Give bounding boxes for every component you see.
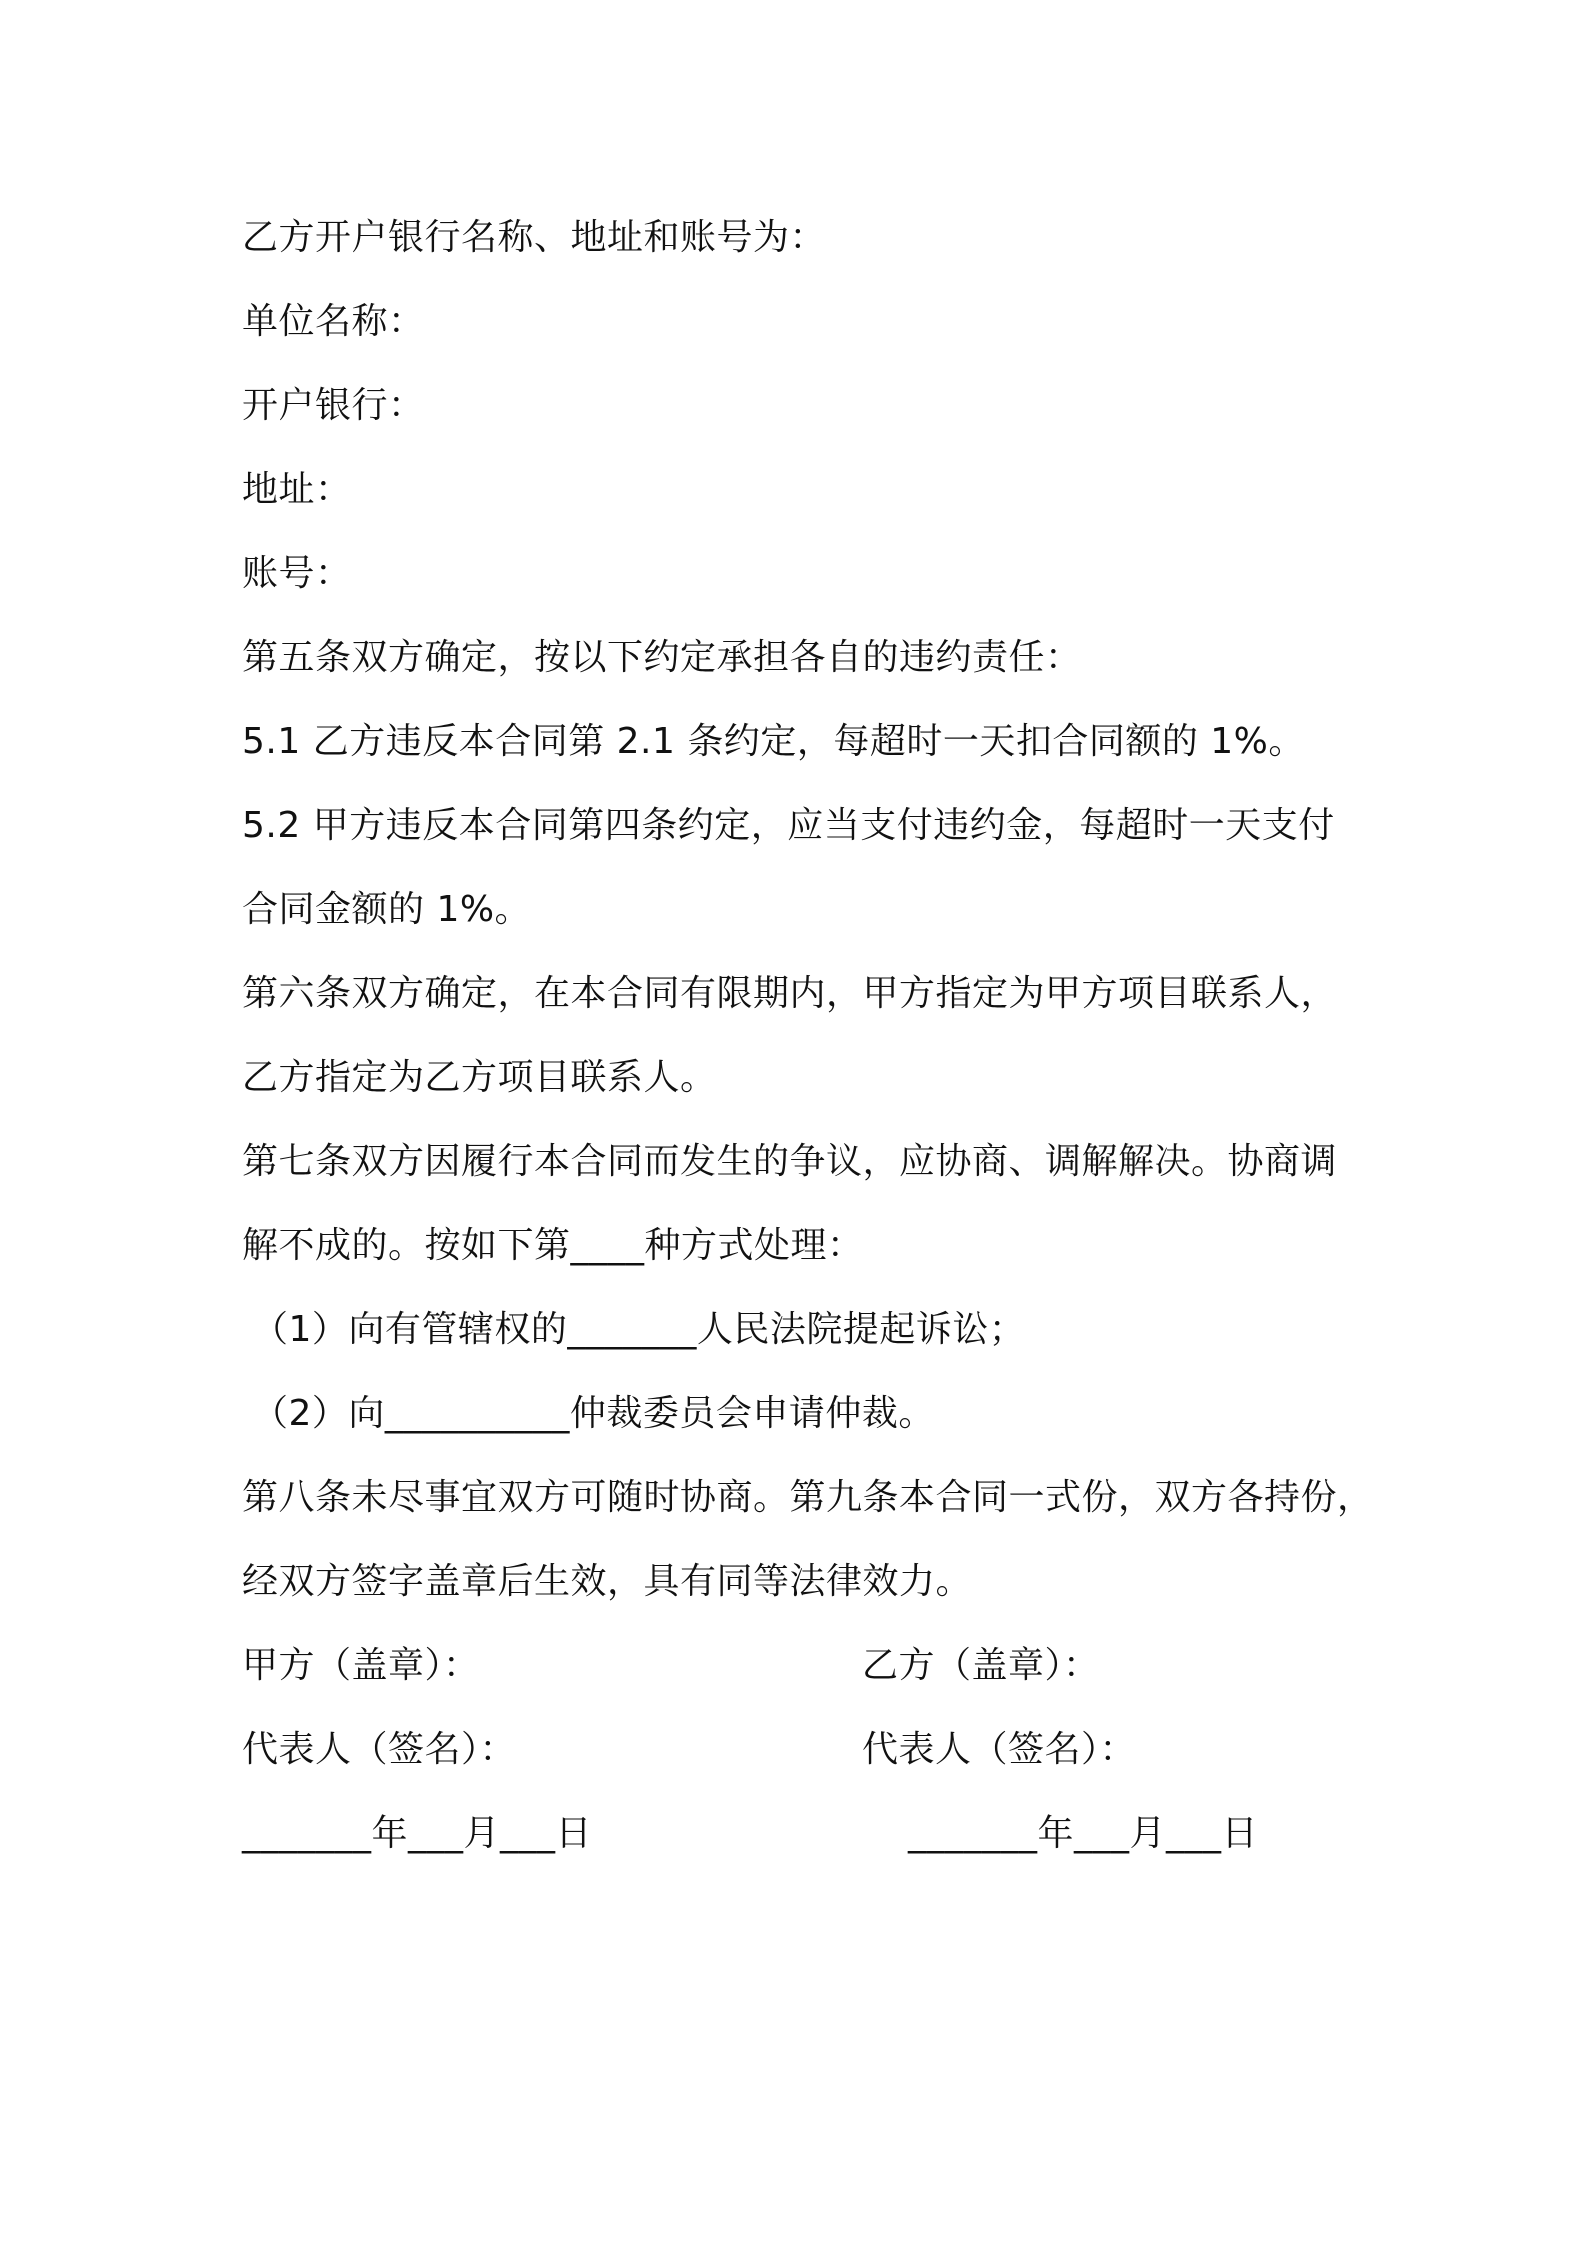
article-5: 第五条双方确定，按以下约定承担各自的违约责任： [242,637,1082,678]
party-a-date: _______年___月___日 [242,1813,593,1854]
address-field: 地址： [242,469,352,510]
article-6-line2: 乙方指定为乙方项目联系人。 [242,1057,717,1098]
clause-5-2-line1: 5.2 甲方违反本合同第四条约定，应当支付违约金，每超时一天支付 [242,805,1335,846]
account-field: 账号： [242,553,352,594]
party-b-seal: 乙方（盖章）： [862,1645,1100,1686]
representative-row [242,1708,1362,1792]
article-8-line1: 第八条未尽事宜双方可随时协商。第九条本合同一式份，双方各持份， [242,1477,1374,1518]
party-a-seal: 甲方（盖章）： [242,1645,480,1686]
article-6-line1: 第六条双方确定，在本合同有限期内，甲方指定为甲方项目联系人， [242,973,1338,1014]
contract-body [242,196,1374,1876]
article-8-line2: 经双方签字盖章后生效，具有同等法律效力。 [242,1561,973,1602]
party-b-date: _______年___月___日 [908,1813,1259,1854]
party-a-representative: 代表人（签名）： [242,1729,517,1770]
clause-5-1: 5.1 乙方违反本合同第 2.1 条约定，每超时一天扣合同额的 1%。 [242,721,1305,762]
bank-info-title: 乙方开户银行名称、地址和账号为： [242,217,827,258]
bank-field: 开户银行： [242,385,425,426]
unit-name-field: 单位名称： [242,301,425,342]
seal-row [242,1624,1362,1708]
date-row [242,1792,1362,1876]
clause-5-2-line2: 合同金额的 1%。 [242,889,532,930]
party-b-representative: 代表人（签名）： [862,1729,1137,1770]
article-7-line1: 第七条双方因履行本合同而发生的争议，应协商、调解解决。协商调 [242,1141,1338,1182]
option-2: （2）向__________仲裁委员会申请仲裁。 [252,1393,935,1434]
article-7-line2: 解不成的。按如下第____种方式处理： [242,1225,864,1266]
option-1: （1）向有管辖权的_______人民法院提起诉讼； [252,1309,1026,1350]
